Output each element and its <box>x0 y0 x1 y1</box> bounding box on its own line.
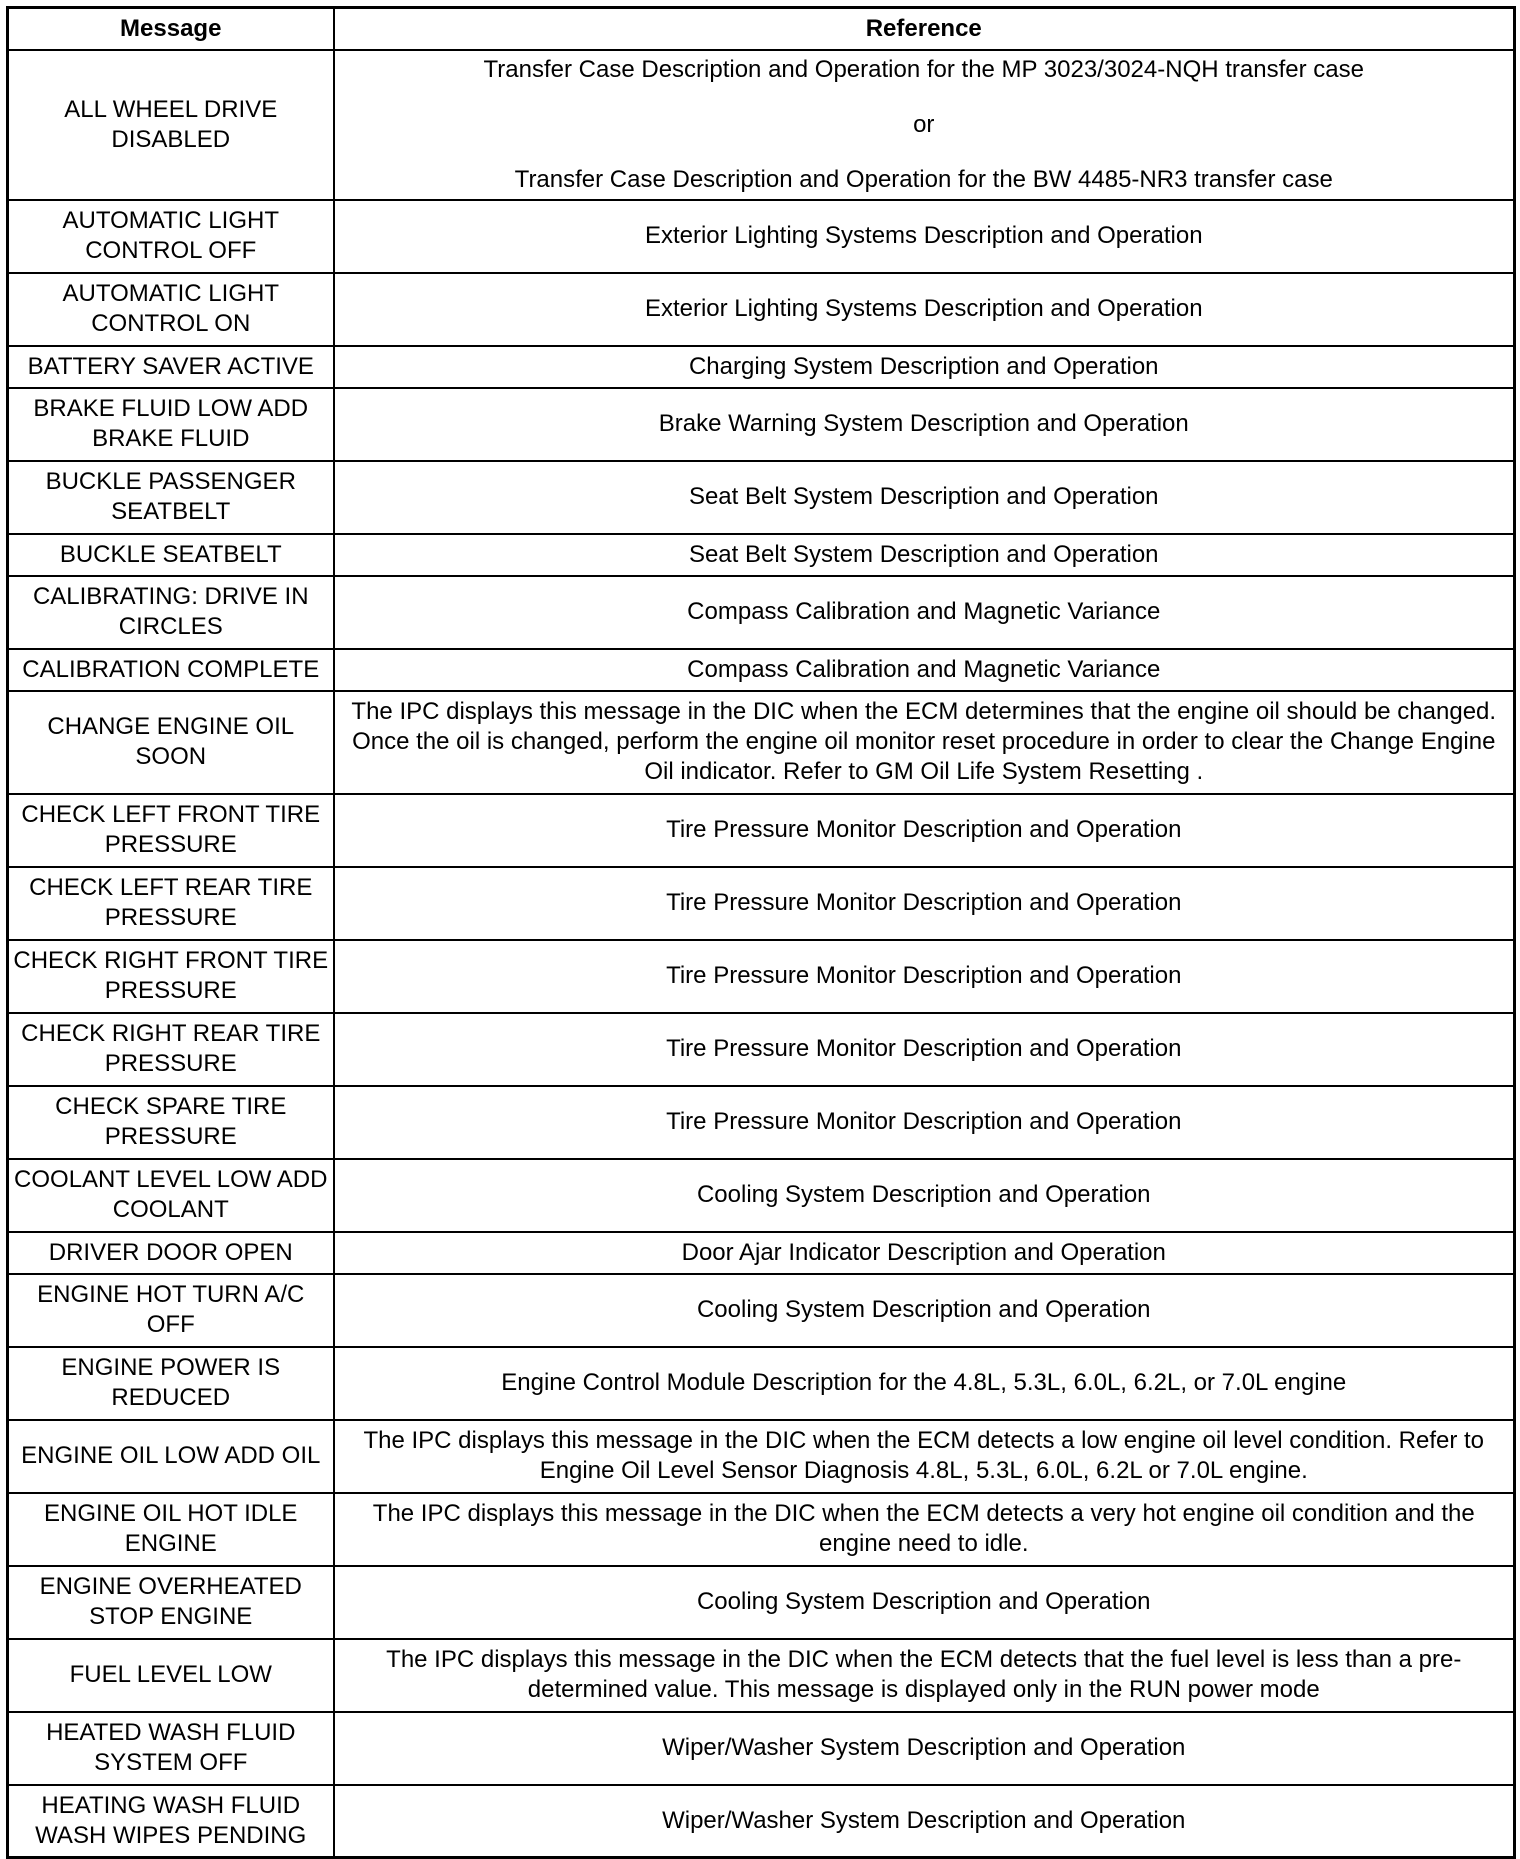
table-row <box>8 534 1515 576</box>
message-cell: BRAKE FLUID LOW ADD BRAKE FLUID <box>8 388 334 461</box>
message-cell: AUTOMATIC LIGHT CONTROL ON <box>8 273 334 346</box>
table-row <box>8 1274 1515 1347</box>
reference-cell: Compass Calibration and Magnetic Variance <box>334 649 1515 691</box>
reference-cell: Charging System Description and Operation <box>334 346 1515 388</box>
reference-cell: Wiper/Washer System Description and Operation <box>334 1712 1515 1785</box>
table-row <box>8 50 1515 200</box>
reference-cell: Tire Pressure Monitor Description and Operation <box>334 1013 1515 1086</box>
table-row <box>8 649 1515 691</box>
message-cell: ALL WHEEL DRIVE DISABLED <box>8 50 334 200</box>
dic-message-table <box>6 6 1516 1859</box>
table-row <box>8 200 1515 273</box>
message-cell: DRIVER DOOR OPEN <box>8 1232 334 1274</box>
reference-cell: Seat Belt System Description and Operation <box>334 461 1515 534</box>
reference-cell: Tire Pressure Monitor Description and Operation <box>334 1086 1515 1159</box>
reference-cell: Tire Pressure Monitor Description and Operation <box>334 794 1515 867</box>
reference-line: Transfer Case Description and Operation for the MP 3023/3024-NQH transfer case <box>483 55 1364 83</box>
table-row <box>8 1785 1515 1858</box>
message-cell: CHANGE ENGINE OIL SOON <box>8 691 334 794</box>
message-cell: BUCKLE PASSENGER SEATBELT <box>8 461 334 534</box>
table-row <box>8 1712 1515 1785</box>
message-cell: ENGINE OIL LOW ADD OIL <box>8 1420 334 1493</box>
reference-cell: Seat Belt System Description and Operation <box>334 534 1515 576</box>
reference-cell: The IPC displays this message in the DIC when the ECM detects that the fuel level is less than a pre-determined value. This message is displayed only in the RUN power mode <box>334 1639 1515 1712</box>
reference-cell: Brake Warning System Description and Operation <box>334 388 1515 461</box>
table-row <box>8 461 1515 534</box>
table-row <box>8 1159 1515 1232</box>
table-row <box>8 867 1515 940</box>
message-cell: CHECK SPARE TIRE PRESSURE <box>8 1086 334 1159</box>
reference-cell: Exterior Lighting Systems Description and Operation <box>334 273 1515 346</box>
table-row <box>8 273 1515 346</box>
message-cell: AUTOMATIC LIGHT CONTROL OFF <box>8 200 334 273</box>
message-cell: COOLANT LEVEL LOW ADD COOLANT <box>8 1159 334 1232</box>
message-cell: BUCKLE SEATBELT <box>8 534 334 576</box>
message-cell: CHECK RIGHT REAR TIRE PRESSURE <box>8 1013 334 1086</box>
header-row <box>8 8 1515 50</box>
reference-cell: The IPC displays this message in the DIC when the ECM detects a low engine oil level condition. Refer to Engine Oil Level Sensor Diagnosis 4.8L, 5.3L, 6.0L, 6.2L or 7.0L engine. <box>334 1420 1515 1493</box>
reference-cell: Compass Calibration and Magnetic Variance <box>334 576 1515 649</box>
table-row <box>8 794 1515 867</box>
message-cell: FUEL LEVEL LOW <box>8 1639 334 1712</box>
table-body <box>8 50 1515 1858</box>
reference-cell: Door Ajar Indicator Description and Operation <box>334 1232 1515 1274</box>
message-cell: BATTERY SAVER ACTIVE <box>8 346 334 388</box>
reference-line: Transfer Case Description and Operation for the BW 4485-NR3 transfer case <box>514 165 1333 193</box>
reference-cell: Cooling System Description and Operation <box>334 1566 1515 1639</box>
message-cell: HEATING WASH FLUID WASH WIPES PENDING <box>8 1785 334 1858</box>
message-cell: ENGINE OVERHEATED STOP ENGINE <box>8 1566 334 1639</box>
table-row <box>8 1232 1515 1274</box>
message-cell: CALIBRATING: DRIVE IN CIRCLES <box>8 576 334 649</box>
table-row <box>8 388 1515 461</box>
message-cell: ENGINE HOT TURN A/C OFF <box>8 1274 334 1347</box>
table-row <box>8 1420 1515 1493</box>
reference-cell: Tire Pressure Monitor Description and Operation <box>334 867 1515 940</box>
message-cell: CHECK RIGHT FRONT TIRE PRESSURE <box>8 940 334 1013</box>
message-column-header: Message <box>8 8 334 50</box>
reference-cell: Tire Pressure Monitor Description and Operation <box>334 940 1515 1013</box>
message-cell: ENGINE POWER IS REDUCED <box>8 1347 334 1420</box>
reference-cell: The IPC displays this message in the DIC when the ECM determines that the engine oil should be changed. Once the oil is changed, perform the engine oil monitor reset procedure in order to clear the Change Engine Oil indicator. Refer to GM Oil Life System Resetting . <box>334 691 1515 794</box>
reference-cell: Cooling System Description and Operation <box>334 1274 1515 1347</box>
reference-cell <box>334 50 1515 200</box>
table-row <box>8 691 1515 794</box>
reference-cell: Cooling System Description and Operation <box>334 1159 1515 1232</box>
table-row <box>8 1086 1515 1159</box>
reference-cell: The IPC displays this message in the DIC when the ECM detects a very hot engine oil condition and the engine need to idle. <box>334 1493 1515 1566</box>
message-cell: CHECK LEFT REAR TIRE PRESSURE <box>8 867 334 940</box>
table-row <box>8 576 1515 649</box>
table-row <box>8 940 1515 1013</box>
message-cell: CALIBRATION COMPLETE <box>8 649 334 691</box>
reference-cell: Exterior Lighting Systems Description and Operation <box>334 200 1515 273</box>
message-cell: HEATED WASH FLUID SYSTEM OFF <box>8 1712 334 1785</box>
message-cell: CHECK LEFT FRONT TIRE PRESSURE <box>8 794 334 867</box>
table-row <box>8 1566 1515 1639</box>
reference-cell: Wiper/Washer System Description and Operation <box>334 1785 1515 1858</box>
reference-or-separator: or <box>913 110 935 138</box>
table-row <box>8 346 1515 388</box>
table-row <box>8 1639 1515 1712</box>
message-cell: ENGINE OIL HOT IDLE ENGINE <box>8 1493 334 1566</box>
table-row <box>8 1013 1515 1086</box>
table-row <box>8 1493 1515 1566</box>
reference-cell: Engine Control Module Description for the 4.8L, 5.3L, 6.0L, 6.2L, or 7.0L engine <box>334 1347 1515 1420</box>
reference-column-header: Reference <box>334 8 1515 50</box>
table-row <box>8 1347 1515 1420</box>
